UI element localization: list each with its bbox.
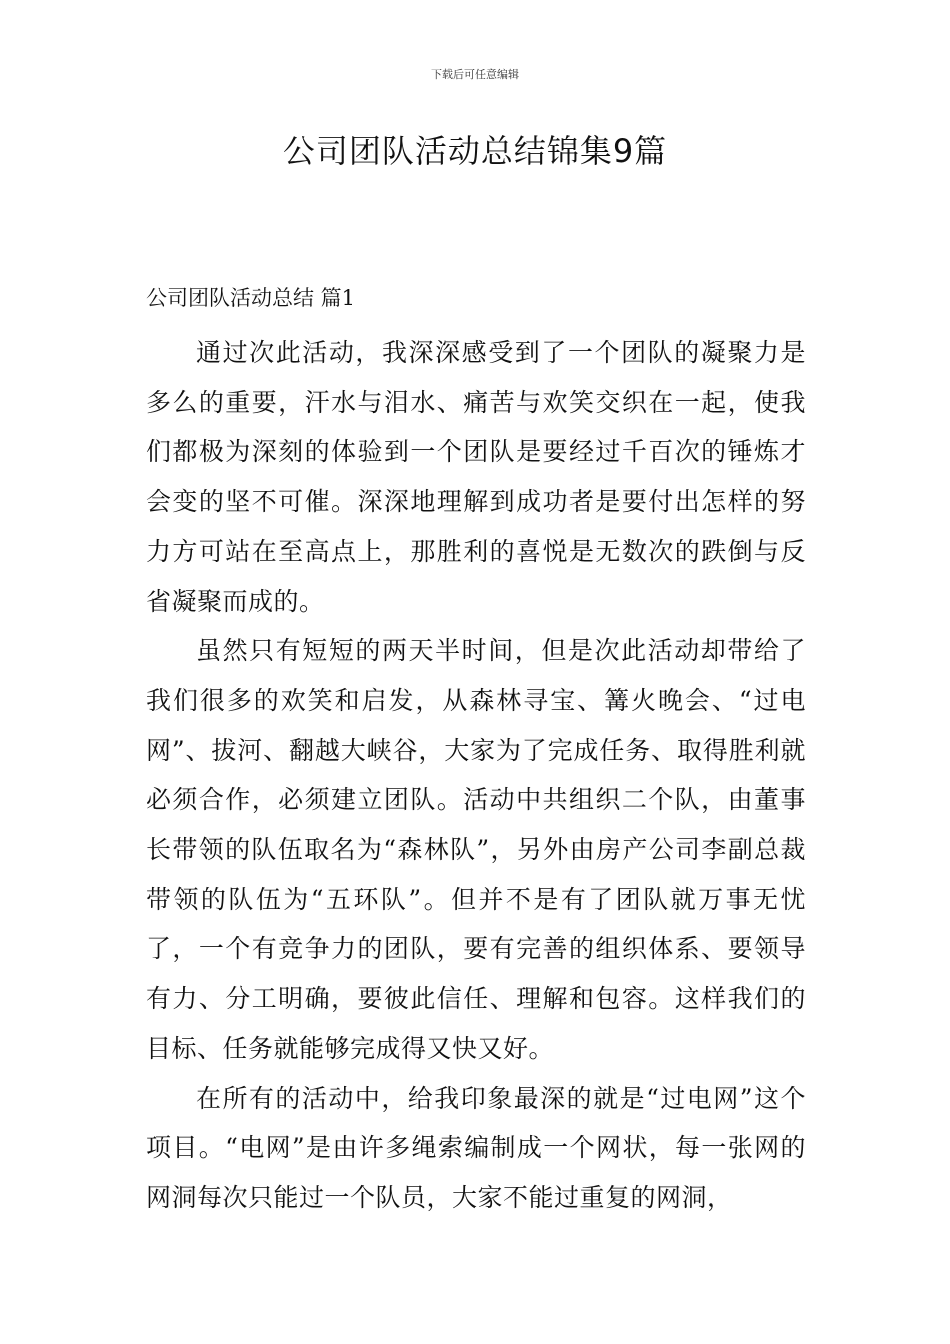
paragraph: 虽然只有短短的两天半时间，但是次此活动却带给了我们很多的欢笑和启发，从森林寻宝、篝火晚会、“过电网”、拔河、翻越大峡谷，大家为了完成任务、取得胜利就必须合作，必须建立团队。活动中共组织二个队，由董事长带领的队伍取名为“森林队”，另外由房产公司李副总裁带领的队伍为“五环队”。但并不是有了团队就万事无忧了，一个有竞争力的团队，要有完善的组织体系、要领导有力、分工明确，要彼此信任、理解和包容。这样我们的目标、任务就能够完成得又快又好。 — [146, 636, 806, 1063]
document-body — [146, 328, 806, 1223]
document-title: 公司团队活动总结锦集9篇 — [282, 132, 668, 170]
paragraph: 通过次此活动，我深深感受到了一个团队的凝聚力是多么的重要，汗水与泪水、痛苦与欢笑交织在一起，使我们都极为深刻的体验到一个团队是要经过千百次的锤炼才会变的坚不可催。深深地理解到成功者是要付出怎样的努力方可站在至高点上，那胜利的喜悦是无数次的跌倒与反省凝聚而成的。 — [146, 338, 806, 616]
section-heading: 公司团队活动总结 篇1 — [146, 286, 356, 310]
header-note: 下载后可任意编辑 — [431, 68, 519, 81]
paragraph: 在所有的活动中，给我印象最深的就是“过电网”这个项目。“电网”是由许多绳索编制成一个网状，每一张网的网洞每次只能过一个队员，大家不能过重复的网洞， — [146, 1083, 806, 1212]
